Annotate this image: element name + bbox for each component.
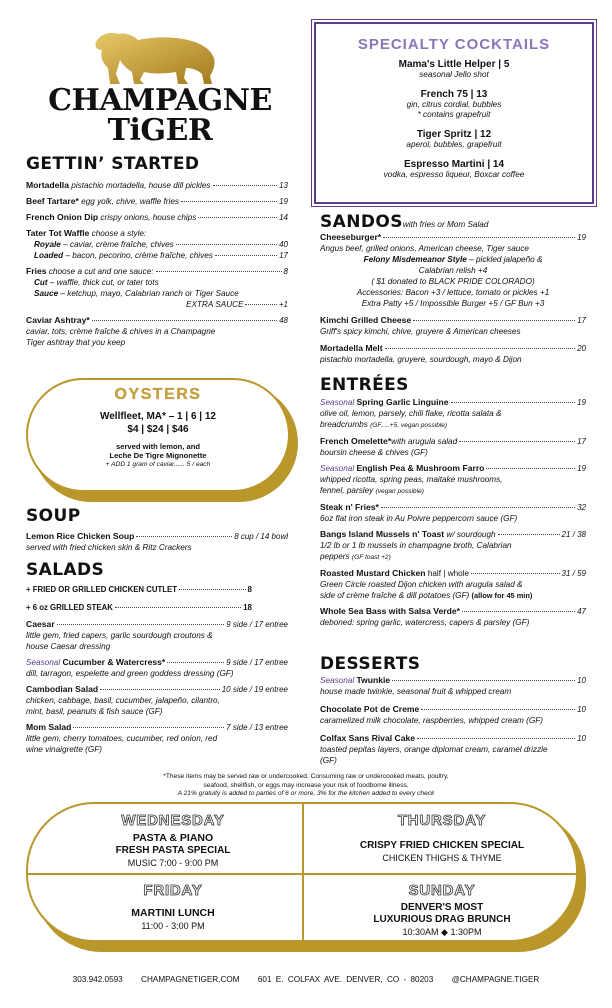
sandos-list [320, 212, 586, 365]
menu-item: Seasonal Spring Garlic Linguine 19 [320, 397, 586, 407]
menu-item: Whole Sea Bass with Salsa Verde* 47 [320, 606, 586, 616]
menu-desc: Felony Misdemeanor Style – pickled jalapeño & [363, 255, 543, 264]
menu-desc: boursin cheese & chives (GF) [320, 448, 428, 457]
event-wednesday: WEDNESDAY PASTA & PIANO FRESH PASTA SPECIAL MUSIC 7:00 - 9:00 PM [115, 812, 231, 868]
menu-subitem: Sauce – ketchup, mayo, Calabrian ranch or Tiger Sauce [34, 289, 239, 298]
menu-desc: Griff's spicy kimchi, chive, gruyere & American cheeses [320, 327, 521, 336]
section-gettin-started: GETTIN’ STARTED [26, 154, 200, 174]
menu-subitem: Cut – waffle, thick cut, or tater tots [34, 278, 159, 287]
cocktails-title: SPECIALTY COCKTAILS [357, 36, 551, 53]
menu-subitem: Royale – caviar, crème fraîche, chives 40 [34, 240, 288, 249]
menu-item: Seasonal Cucumber & Watercress* 9 side / 17 entree [26, 657, 288, 667]
menu-item: Caesar 9 side / 17 entree [26, 619, 288, 629]
sandos-subtitle: with fries or Mom Salad [402, 220, 489, 229]
tiger-logo-icon [92, 28, 220, 86]
menu-item: Tater Tot Waffle choose a style: [26, 228, 147, 238]
event-thursday: THURSDAY CRISPY FRIED CHICKEN SPECIAL CHICKEN THIGHS & THYME [359, 812, 525, 863]
menu-desc: Accessories: Bacon +3 / lettuce, tomato or pickles +1 [356, 288, 550, 297]
oysters-title: OYSTERS [114, 386, 202, 403]
menu-item: Seasonal English Pea & Mushroom Farro 19 [320, 463, 586, 473]
events-panel [26, 802, 586, 952]
menu-item: French Onion Dip crispy onions, house chips 14 [26, 212, 288, 222]
menu-desc: served with fried chicken skin & Ritz Crackers [26, 543, 192, 552]
cocktail-item: Espresso Martini | 14 vodka, espresso liqueur, Boxcar coffee [383, 159, 525, 179]
cocktail-item: Mama's Little Helper | 5 seasonal Jello shot [398, 59, 510, 79]
menu-item: Caviar Ashtray* 48 [26, 315, 288, 325]
event-friday: FRIDAY MARTINI LUNCH 11:00 - 3:00 PM [131, 882, 215, 931]
gettin-started-list [26, 180, 288, 348]
menu-desc: ( $1 donated to BLACK PRIDE COLORADO) [371, 277, 535, 286]
menu-item: + 6 oz GRILLED STEAK 18 [26, 603, 252, 612]
oysters-served: served with lemon, and [116, 442, 200, 451]
oysters-prices: $4 | $24 | $46 [127, 424, 189, 435]
menu-desc: olive oil, lemon, parsely, chili flake, ricotta salata & [320, 409, 502, 418]
menu-subitem: Loaded – bacon, pecorino, crème fraîche, chives 17 [34, 251, 288, 260]
menu-desc: wine vinaigrette (GF) [26, 745, 102, 754]
menu-desc: side of crème fraîche & dill potatoes (GF) (allow for 45 min) [320, 591, 533, 600]
cocktail-item: Tiger Spritz | 12 aperol, bubbles, grapefruit [406, 129, 502, 149]
menu-desc: 6oz flat iron steak in Au Poivre peppercorn sauce (GF) [320, 514, 518, 523]
menu-subitem: EXTRA SAUCE +1 [186, 300, 288, 309]
footer-phone[interactable]: 303.942.0593 [72, 975, 123, 984]
menu-desc: whipped ricotta, spring peas, maitake mushrooms, [320, 475, 503, 484]
menu-desc: caviar, tots, crème fraîche & chives in a Champagne [26, 327, 216, 336]
disclaimer: *These items may be served raw or undercooked. Consuming raw or undercooked meats, poultry, seafood, shellfish, or eggs may increase your risk of foodborne illness. A 21% gratuity is added to parties of 6 or more, 3% for the kitchen added to every check [163, 773, 449, 797]
menu-item: Chocolate Pot de Creme 10 [320, 704, 586, 714]
entrees-list [320, 397, 586, 628]
menu-desc: caramelized milk chocolate, raspberries, whipped cream (GF) [320, 716, 543, 725]
brand-name-line2: TiGER [107, 113, 213, 148]
menu-desc: Green Circle roasted Dijon chicken with arugula salad & [320, 580, 523, 589]
menu-item: Steak n' Fries* 32 [320, 502, 586, 512]
menu-item: Colfax Sans Rival Cake 10 [320, 733, 586, 743]
menu-desc: mint, basil, peanuts & fish sauce (GF) [26, 707, 163, 716]
menu-item: Seasonal Twunkie 10 [320, 675, 586, 685]
section-desserts: DESSERTS [320, 654, 421, 674]
oysters-addon: + ADD 1 gram of caviar...... 5 / each [105, 461, 211, 468]
menu-desc: breadcrumbs (GF.....+5, vegan possible) [320, 420, 448, 429]
oysters-served: Leche De Tigre Mignonette [109, 451, 207, 460]
event-sunday: SUNDAY DENVER'S MOST LUXURIOUS DRAG BRUNCH 10:30AM ◆ 1:30PM [373, 882, 511, 937]
menu-desc: chicken, cabbage, basil, cucumber, jalapeño, cilantro, [26, 696, 220, 705]
footer-address: 601 E. COLFAX AVE. DENVER, CO - 80203 [257, 975, 434, 984]
menu-desc: little gem, fried capers, garlic sourdough croutons & [26, 631, 213, 640]
salads-list [26, 584, 288, 755]
cocktails-panel [314, 22, 594, 204]
cocktail-item: French 75 | 13 gin, citrus cordial, bubbles * contains grapefruit [406, 89, 502, 119]
menu-desc: Extra Patty +5 / Impossible Burger +5 / GF Bun +3 [361, 299, 545, 308]
menu-item: Cheeseburger* 19 [320, 232, 586, 242]
menu-desc: house made twinkie, seasonal fruit & whipped cream [320, 687, 512, 696]
menu-desc: fennel, parsley (vegan possible) [320, 486, 424, 495]
menu-desc: pistachio mortadella, gruyere, sourdough, mayo & Dijon [320, 355, 522, 364]
menu-item: Mom Salad 7 side / 13 entree [26, 722, 288, 732]
menu-desc: 1/2 lb or 1 lb mussels in champagne broth, Calabrian [320, 541, 512, 550]
menu-item: Lemon Rice Chicken Soup 8 cup / 14 bowl [26, 531, 288, 541]
oysters-panel [26, 378, 298, 502]
footer [0, 975, 612, 984]
menu-item: Beef Tartare* egg yolk, chive, waffle fries 19 [26, 196, 288, 206]
section-sandos: SANDOS [320, 212, 403, 232]
diamond-icon: ◆ [441, 927, 448, 937]
menu-desc: deboned: spring garlic, watercress, capers & parsley (GF) [320, 618, 530, 627]
menu-item: French Omelette*with arugula salad 17 [320, 436, 586, 446]
menu-desc: peppers (GF toast +2) [320, 552, 391, 561]
menu-item: Cambodian Salad 10 side / 19 entree [26, 684, 288, 694]
menu-desc: (GF) [320, 756, 337, 765]
menu-desc: Tiger ashtray that you keep [26, 338, 126, 347]
menu-desc: Angus beef, grilled onions, American cheese, Tiger sauce [320, 244, 529, 253]
section-salads: SALADS [26, 560, 105, 580]
desserts-list [320, 675, 586, 766]
menu-desc: dill, tarragon, espelette and green goddess dressing (GF) [26, 669, 234, 678]
soup-list [26, 531, 288, 553]
menu-desc: toasted pepitas layers, orange diplomat cream, caramel drizzle [320, 745, 548, 754]
menu-desc: Calabrian relish +4 [418, 266, 488, 275]
footer-website[interactable]: CHAMPAGNETIGER.COM [141, 975, 240, 984]
menu-desc: house Caesar dressing [26, 642, 111, 651]
menu-item: Mortadella pistachio mortadella, house dill pickles 13 [26, 180, 288, 190]
footer-handle[interactable]: @CHAMPAGNE.TIGER [451, 975, 540, 984]
menu-item: Fries choose a cut and one sauce: 8 [26, 266, 288, 276]
section-entrees: ENTRÉES [320, 375, 409, 395]
brand-name-line1: CHAMPAGNE [48, 83, 272, 118]
menu-item: Bangs Island Mussels n' Toast w/ sourdough 21 / 38 [320, 529, 586, 539]
menu-item: Kimchi Grilled Cheese 17 [320, 315, 586, 325]
oysters-line: Wellfleet, MA* – 1 | 6 | 12 [99, 411, 216, 422]
menu-item: Roasted Mustard Chicken half | whole 31 / 59 [320, 568, 586, 578]
menu-item: Mortadella Melt 20 [320, 343, 586, 353]
menu-desc: little gem, cherry tomatoes, cucumber, red onion, red [26, 734, 218, 743]
section-soup: SOUP [26, 506, 81, 526]
menu-item: + FRIED OR GRILLED CHICKEN CUTLET 8 [26, 585, 252, 594]
